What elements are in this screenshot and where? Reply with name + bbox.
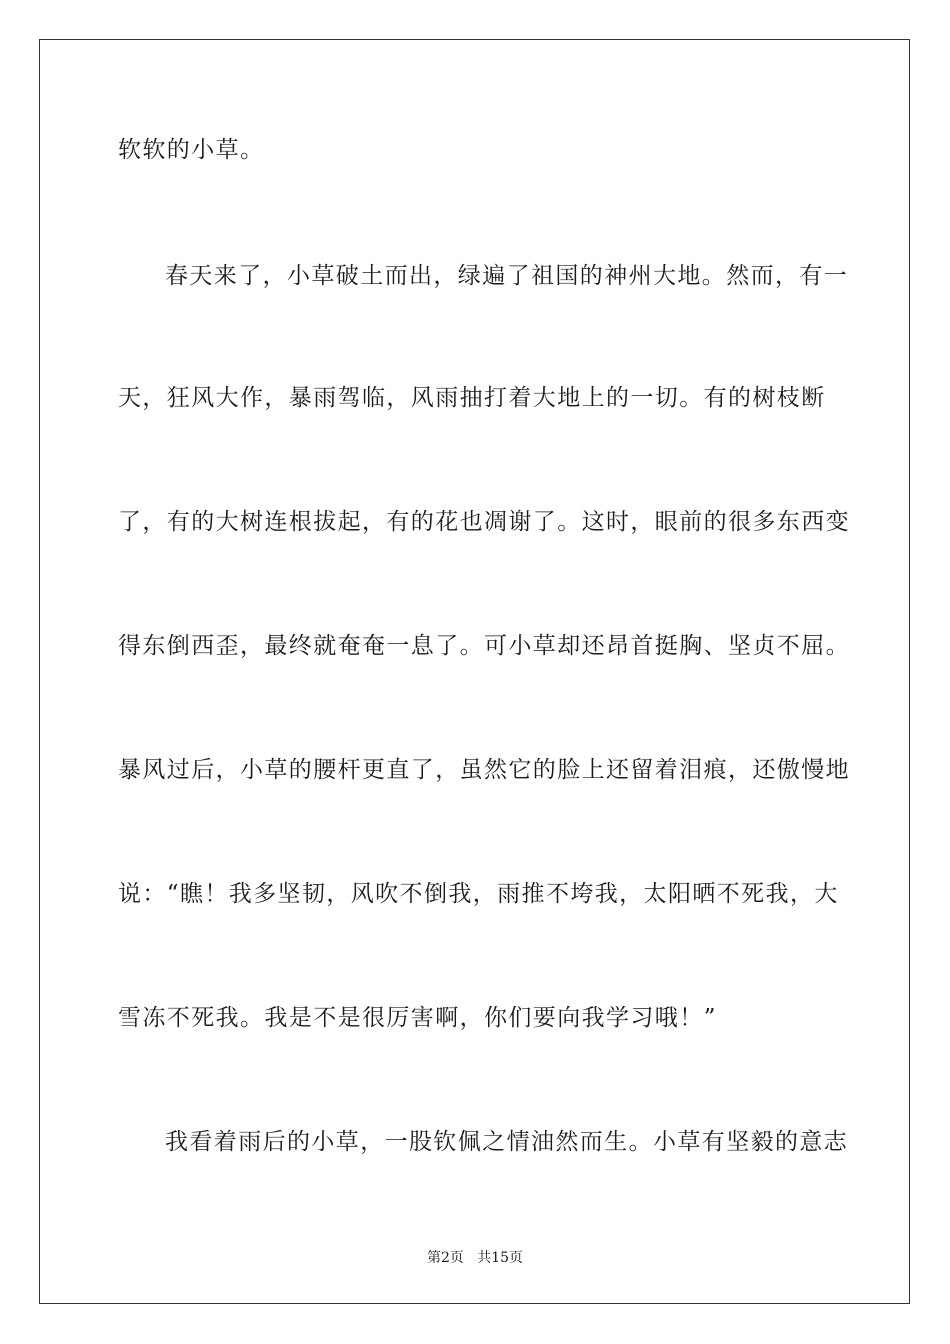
text-line-9: 我看着雨后的小草，一股钦佩之情油然而生。小草有坚毅的意志 (165, 1129, 849, 1155)
text-line-5: 得东倒西歪，最终就奄奄一息了。可小草却还昂首挺胸、坚贞不屈。 (118, 633, 850, 659)
text-line-4: 了，有的大树连根拔起，有的花也凋谢了。这时，眼前的很多东西变 (118, 509, 850, 535)
text-line-3: 天，狂风大作，暴雨驾临，风雨抽打着大地上的一切。有的树枝断 (118, 385, 826, 411)
text-line-2: 春天来了，小草破土而出，绿遍了祖国的神州大地。然而，有一 (165, 263, 849, 289)
text-line-1: 软软的小草。 (118, 137, 265, 163)
text-line-7: 说：“瞧！我多坚韧，风吹不倒我，雨推不垮我，太阳晒不死我，大 (118, 881, 839, 907)
page-border (39, 39, 910, 1304)
text-line-6: 暴风过后，小草的腰杆更直了，虽然它的脸上还留着泪痕，还傲慢地 (118, 757, 850, 783)
page-number-footer: 第2页 共15页 (426, 1250, 524, 1266)
text-line-8: 雪冻不死我。我是不是很厉害啊，你们要向我学习哦！” (118, 1005, 717, 1031)
